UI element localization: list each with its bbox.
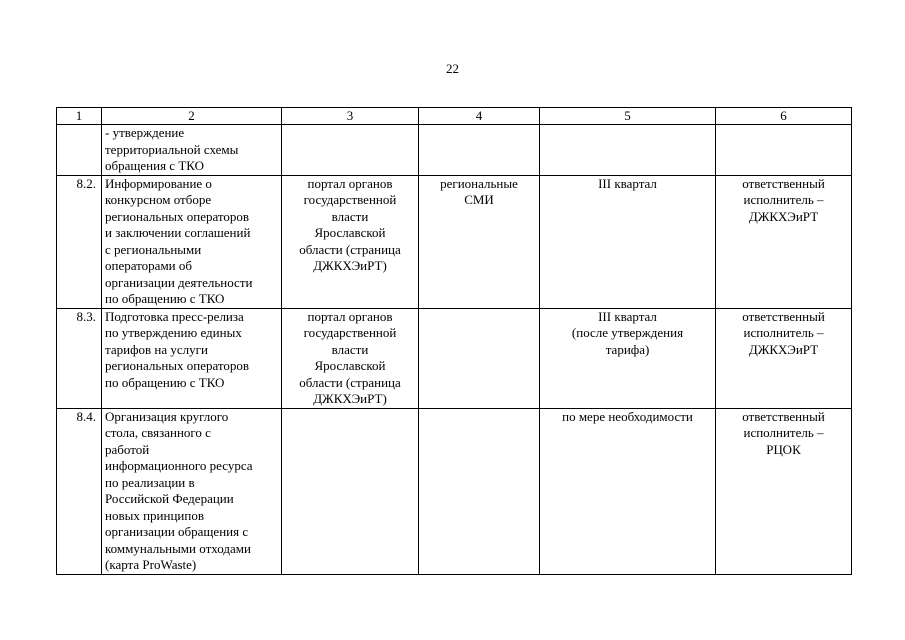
responsible-cell: ответственный исполнитель – РЦОК [716,408,852,574]
table-row [57,175,852,308]
activity-cell: Информирование о конкурсном отборе региональных операторов и заключении соглашений с региональными операторами об организации деятельности по обращению с ТКО [102,175,282,308]
period-cell: по мере необходимости [540,408,716,574]
period-cell: III квартал [540,175,716,308]
column-header-2: 2 [102,108,282,125]
activity-cell: - утверждение территориальной схемы обращения с ТКО [102,125,282,176]
channel-cell: портал органов государственной власти Ярославской области (страница ДЖКХЭиРТ) [282,175,419,308]
plan-table [56,107,852,575]
media-cell [419,125,540,176]
column-header-4: 4 [419,108,540,125]
column-header-1: 1 [57,108,102,125]
table-row [57,308,852,408]
column-header-6: 6 [716,108,852,125]
item-number: 8.3. [57,308,102,408]
item-number: 8.2. [57,175,102,308]
activity-cell: Организация круглого стола, связанного с работой информационного ресурса по реализации в Российской Федерации новых принципов организации обращения с коммунальными отходами (карта ProWaste) [102,408,282,574]
media-cell: региональные СМИ [419,175,540,308]
responsible-cell: ответственный исполнитель – ДЖКХЭиРТ [716,175,852,308]
media-cell [419,308,540,408]
period-cell: III квартал (после утверждения тарифа) [540,308,716,408]
table-header-row [57,108,852,125]
page-number: 22 [446,61,459,76]
period-cell [540,125,716,176]
media-cell [419,408,540,574]
responsible-cell [716,125,852,176]
channel-cell [282,408,419,574]
channel-cell [282,125,419,176]
item-number: 8.4. [57,408,102,574]
channel-cell: портал органов государственной власти Ярославской области (страница ДЖКХЭиРТ) [282,308,419,408]
column-header-3: 3 [282,108,419,125]
table-row [57,125,852,176]
table-row [57,408,852,574]
item-number [57,125,102,176]
column-header-5: 5 [540,108,716,125]
responsible-cell: ответственный исполнитель – ДЖКХЭиРТ [716,308,852,408]
activity-cell: Подготовка пресс-релиза по утверждению единых тарифов на услуги региональных операторов по обращению с ТКО [102,308,282,408]
